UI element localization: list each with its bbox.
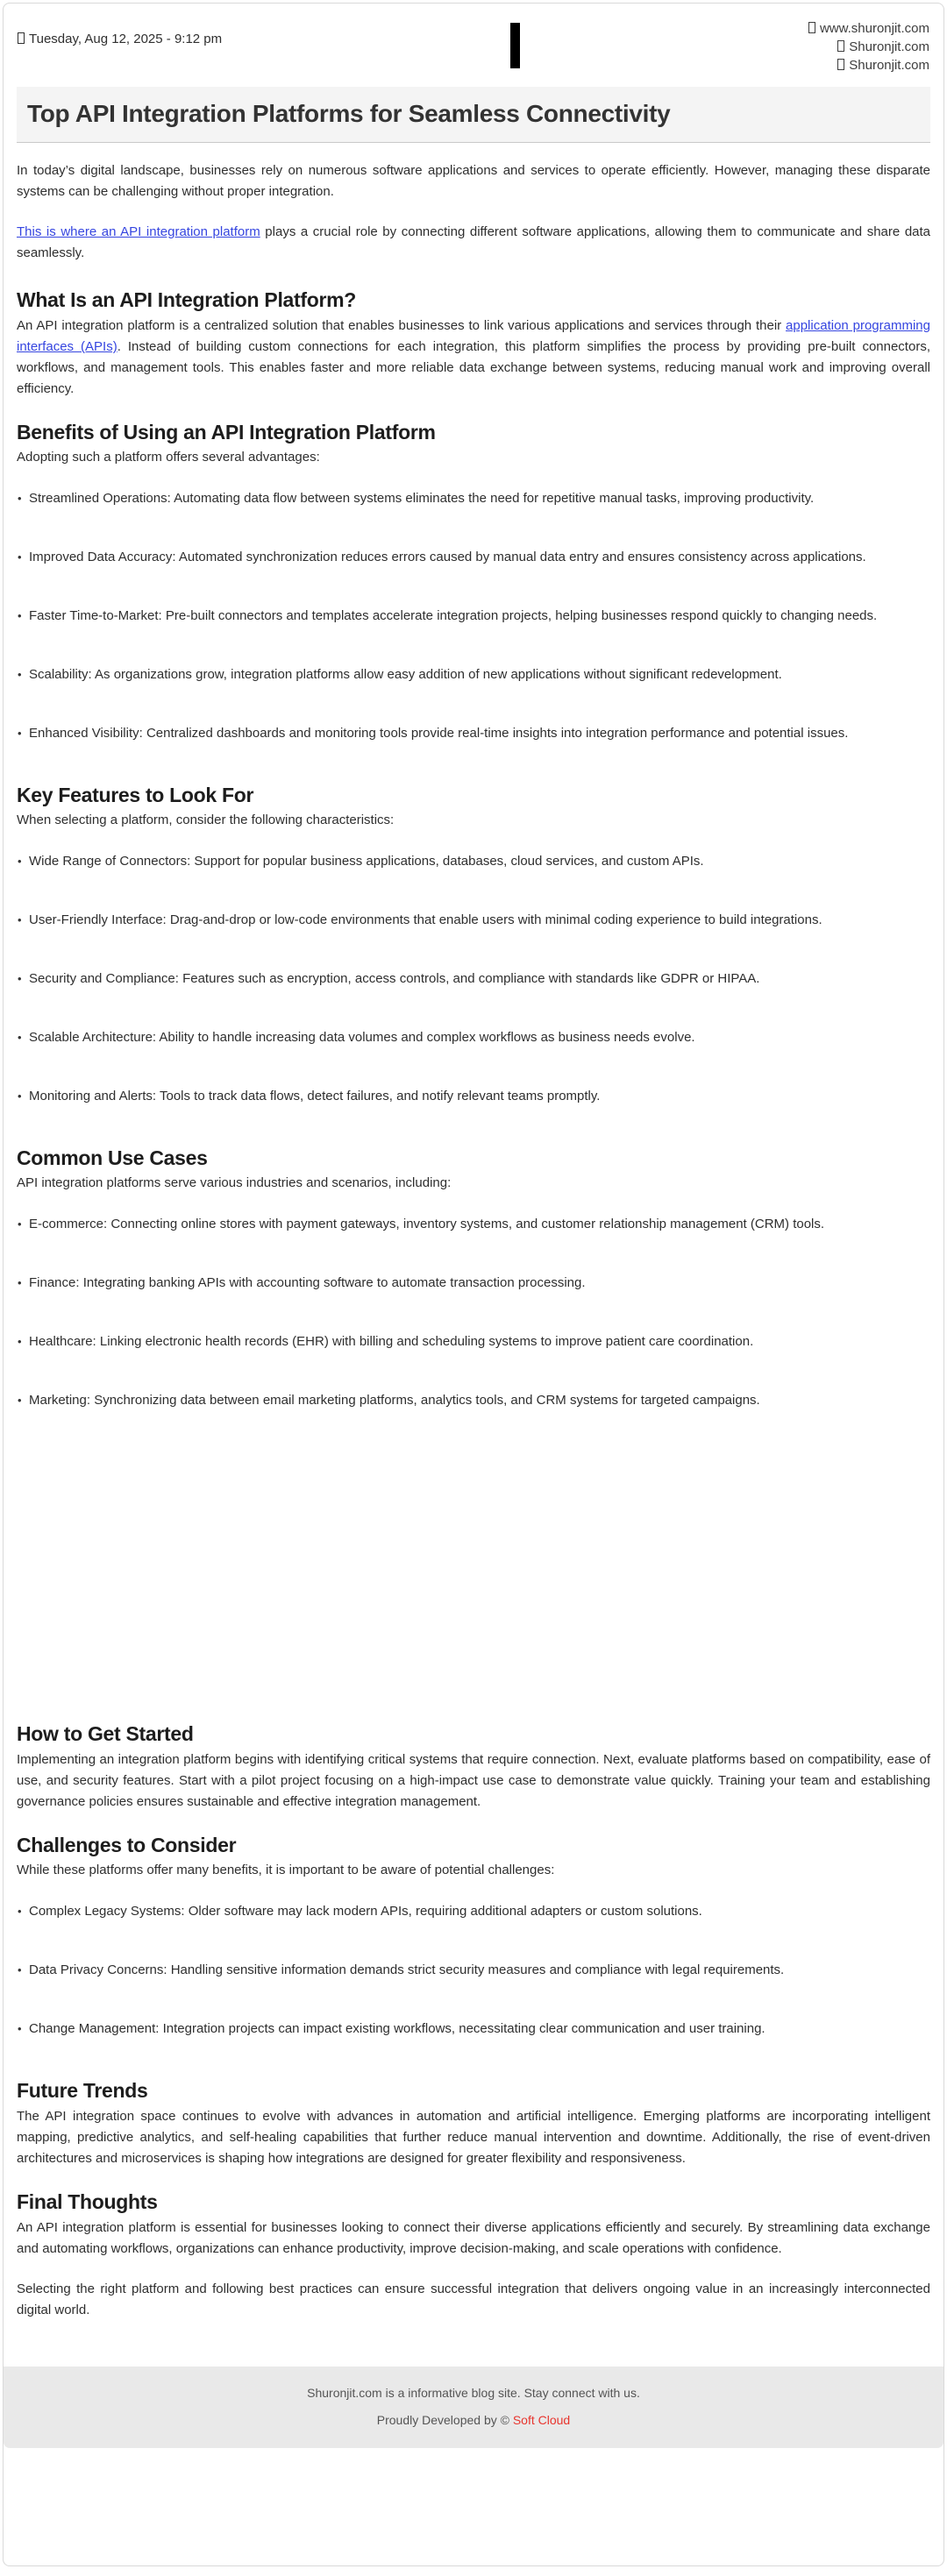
paragraph: An API integration platform is a centralized solution that enables businesses to link various applications and services through their application programming interfaces (APIs). Instead of building custom connections for each integration, this platform simplifies the process by providing pre-built connectors, workflows, and management tools. This enables faster and more reliable data exchange between systems, reducing manual work and improving overall efficiency. — [17, 318, 930, 396]
key-features-list — [17, 851, 930, 1107]
list-item: • Finance: Integrating banking APIs with accounting software to automate transaction processing. — [17, 1273, 930, 1294]
challenges-list — [17, 1901, 930, 2040]
list-item: • Healthcare: Linking electronic health records (EHR) with billing and scheduling systems to improve patient care coordination. — [17, 1331, 930, 1352]
missing-glyph-icon — [837, 59, 844, 70]
section-lead: When selecting a platform, consider the following characteristics: — [17, 813, 395, 827]
paragraph: An API integration platform is essential for businesses looking to connect their diverse applications efficiently and securely. By streamlining data exchange and automating workflows, organizations can enhance productivity, improve decision-making, and scale operations with confidence. — [17, 2220, 930, 2256]
section-heading-challenges: Challenges to Consider — [17, 1834, 237, 1856]
list-item: • Scalable Architecture: Ability to handle increasing data volumes and complex workflows as business needs evolve. — [17, 1027, 930, 1048]
missing-glyph-icon — [18, 32, 25, 44]
section-heading-use-cases: Common Use Cases — [17, 1146, 208, 1169]
section-heading-benefits: Benefits of Using an API Integration Platform — [17, 421, 436, 444]
list-item: • Streamlined Operations: Automating data flow between systems eliminates the need for repetitive manual tasks, improving productivity. — [17, 488, 930, 509]
apis-link[interactable]: application programming interfaces (APIs) — [17, 318, 930, 354]
section-heading-how-to: How to Get Started — [17, 1722, 194, 1745]
api-platform-link[interactable]: This is where an API integration platform — [17, 224, 260, 239]
header-links — [808, 19, 929, 75]
section-heading-final: Final Thoughts — [17, 2190, 158, 2213]
list-item: • Complex Legacy Systems: Older software may lack modern APIs, requiring additional adapters or custom solutions. — [17, 1901, 930, 1922]
section-lead: While these platforms offer many benefits, it is important to be aware of potential challenges: — [17, 1863, 555, 1877]
benefits-list — [17, 488, 930, 744]
section-lead: Adopting such a platform offers several advantages: — [17, 450, 320, 465]
paragraph: Implementing an integration platform begins with identifying critical systems that require connection. Next, evaluate platforms based on compatibility, ease of use, and security features. Start with a pilot project focusing on a high-impact use case to demonstrate value quickly. Training your team and establishing governance policies ensures sustainable and effective integration management. — [17, 1752, 930, 1809]
list-item: • Faster Time-to-Market: Pre-built connectors and templates accelerate integration projects, helping businesses respond quickly to changing needs. — [17, 606, 930, 627]
site-name-link[interactable]: Shuronjit.com — [837, 56, 929, 75]
soft-cloud-link[interactable]: Soft Cloud — [512, 2413, 571, 2427]
logo — [510, 19, 520, 68]
list-item: • Enhanced Visibility: Centralized dashboards and monitoring tools provide real-time insights into integration performance and potential issues. — [17, 723, 930, 744]
footer-credit: Proudly Developed by © Soft Cloud — [376, 2413, 571, 2427]
paragraph: Selecting the right platform and following best practices can ensure successful integration that delivers ongoing value in an increasingly interconnected digital world. — [17, 2281, 930, 2317]
title-banner — [17, 87, 930, 143]
list-item: • Monitoring and Alerts: Tools to track data flows, detect failures, and notify relevant teams promptly. — [17, 1086, 930, 1107]
section-lead: API integration platforms serve various industries and scenarios, including: — [17, 1175, 452, 1190]
paragraph: The API integration space continues to evolve with advances in automation and artificial intelligence. Emerging platforms are incorporating intelligent mapping, predictive analytics, and self-healing capabilities that further reduce manual intervention and downtime. Additionally, the rise of event-driven architectures and microservices is shaping how integrations are designed for greater flexibility and responsiveness. — [17, 2109, 930, 2166]
article-body — [4, 143, 943, 2367]
empty-space — [17, 1449, 930, 1721]
date-time — [18, 19, 222, 46]
list-item: • Change Management: Integration projects can impact existing workflows, necessitating clear communication and user training. — [17, 2019, 930, 2040]
section-heading-future: Future Trends — [17, 2079, 148, 2102]
intro-paragraph: In today’s digital landscape, businesses rely on numerous software applications and services to operate efficiently. However, managing these disparate systems can be challenging without proper integration. — [17, 163, 930, 199]
list-item: • User-Friendly Interface: Drag-and-drop or low-code environments that enable users with minimal coding experience to build integrations. — [17, 910, 930, 931]
article-card — [3, 3, 944, 2566]
section-heading-key-features: Key Features to Look For — [17, 784, 254, 806]
list-item: • Security and Compliance: Features such as encryption, access controls, and compliance with standards like GDPR or HIPAA. — [17, 969, 930, 990]
list-item: • Marketing: Synchronizing data between email marketing platforms, analytics tools, and CRM systems for targeted campaigns. — [17, 1390, 930, 1411]
use-cases-list — [17, 1214, 930, 1411]
intro-paragraph: This is where an API integration platform plays a crucial role by connecting different software applications, allowing them to communicate and share data seamlessly. — [17, 224, 931, 260]
list-item: • Scalability: As organizations grow, integration platforms allow easy addition of new applications without significant redevelopment. — [17, 664, 930, 685]
list-item: • Wide Range of Connectors: Support for popular business applications, databases, cloud services, and custom APIs. — [17, 851, 930, 872]
site-url-link[interactable]: www.shuronjit.com — [808, 19, 929, 38]
site-name-link[interactable]: Shuronjit.com — [837, 38, 929, 56]
list-item: • E-commerce: Connecting online stores with payment gateways, inventory systems, and customer relationship management (CRM) tools. — [17, 1214, 930, 1235]
list-item: • Improved Data Accuracy: Automated synchronization reduces errors caused by manual data entry and ensures consistency across applications. — [17, 547, 930, 568]
section-heading-what-is: What Is an API Integration Platform? — [17, 288, 357, 311]
page-title: Top API Integration Platforms for Seamless Connectivity — [27, 100, 671, 127]
footer-tagline: Shuronjit.com is a informative blog site. Stay connect with us. — [307, 2386, 640, 2400]
site-footer — [4, 2367, 943, 2448]
missing-glyph-icon — [837, 40, 844, 52]
date-text: Tuesday, Aug 12, 2025 - 9:12 pm — [29, 32, 223, 46]
site-header — [4, 4, 943, 80]
list-item: • Data Privacy Concerns: Handling sensitive information demands strict security measures and compliance with legal requirements. — [17, 1960, 930, 1981]
logo-bar — [510, 23, 520, 68]
missing-glyph-icon — [808, 22, 815, 33]
